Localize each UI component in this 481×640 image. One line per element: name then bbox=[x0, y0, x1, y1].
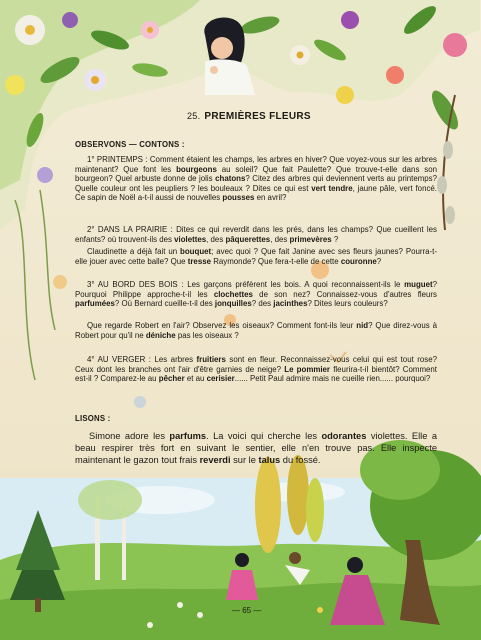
flower-icon bbox=[84, 69, 106, 91]
page-number: — 65 — bbox=[232, 606, 262, 615]
keyword: déniche bbox=[145, 330, 176, 340]
text-run: ...... Petit Paul admire mais ne cueille rien...... pourquoi? bbox=[234, 374, 431, 384]
lesson-number: 25. bbox=[187, 111, 201, 121]
keyword: parfumées bbox=[75, 299, 115, 309]
text-run: pas les oiseaux ? bbox=[175, 330, 239, 340]
text-run: ? des bbox=[251, 299, 274, 309]
text-run: ? Que direz-vous à Robert pour qu'il ne bbox=[75, 321, 437, 340]
flower-icon bbox=[341, 11, 359, 29]
text-run: sont en fleur. Reconnaissez-vous celui qui est tout rose? Ceux dont les branches ont l'air d'être garnies de neige? bbox=[75, 355, 437, 374]
keyword: cerisier bbox=[206, 374, 235, 384]
section-2b bbox=[75, 247, 437, 266]
text-run: ? Dites leurs couleurs? bbox=[307, 299, 388, 309]
keyword: reverdi bbox=[199, 455, 231, 465]
flower-icon bbox=[15, 15, 45, 45]
section-3 bbox=[75, 280, 437, 309]
keyword: tresse bbox=[187, 256, 211, 266]
text-run: ? bbox=[376, 256, 382, 266]
flower-icon bbox=[336, 86, 354, 104]
text-run: ? Où Bernard cueille-t-il des bbox=[114, 299, 215, 309]
text-run: Claudinette a déjà fait un bbox=[87, 247, 181, 256]
keyword: Le pommier bbox=[284, 364, 331, 374]
flower-icon bbox=[443, 33, 467, 57]
text-run: ; avec quoi ? Que fait Janine avec ses fleurs jaunes? Pourra-t-elle jouer avec cette balle? Que bbox=[75, 247, 437, 266]
keyword: chatons bbox=[215, 174, 246, 184]
text-run: , jaune pâle, vert foncé. Ce sapin de Noël a-t-il aussi de nouvelles bbox=[75, 183, 437, 203]
flower-icon bbox=[5, 75, 25, 95]
section-lead: 2° DANS LA PRAIRIE : bbox=[87, 225, 177, 234]
text-run: en avril? bbox=[254, 193, 287, 203]
keyword: pousses bbox=[222, 193, 255, 203]
text-run: Les arbres bbox=[154, 355, 197, 364]
keyword: fruitiers bbox=[196, 355, 226, 364]
text-run: Comment étaient les champs, les arbres en hiver? Que voyez-vous sur les arbres maintenant? Que font les bbox=[75, 155, 437, 174]
keyword: pâquerettes bbox=[225, 234, 271, 244]
text-run: Raymonde? Que fera-t-elle de cette bbox=[211, 256, 341, 266]
text-run: ? Pourquoi Philippe approche-t-il les bbox=[75, 280, 437, 299]
text-run: du fossé. bbox=[280, 455, 321, 465]
section-lead: 3° AU BORD DES BOIS : bbox=[87, 280, 188, 289]
section-4 bbox=[75, 355, 437, 384]
keyword: primevères bbox=[289, 234, 332, 244]
keyword: jonquilles bbox=[214, 299, 252, 309]
flower-icon bbox=[290, 45, 310, 65]
observons-heading: OBSERVONS — CONTONS : bbox=[75, 140, 185, 149]
text-run: , des bbox=[270, 234, 290, 244]
keyword: muguet bbox=[404, 280, 433, 289]
flower-icon bbox=[37, 167, 53, 183]
text-run: Que regarde Robert en l'air? Observez les oiseaux? Comment font-ils leur bbox=[87, 321, 357, 330]
keyword: vert tendre bbox=[311, 183, 353, 193]
section-2 bbox=[75, 225, 437, 244]
text-run: ? Citez des arbres qui deviennent verts au printemps? Quelle couleur ont les peupliers ? les bouleaux ? Dites ce qui est bbox=[75, 174, 438, 193]
section-3b bbox=[75, 321, 437, 340]
keyword: odorantes bbox=[321, 431, 367, 441]
text-run: fleurira-t-il bientôt? Comment est-il ? Comparez-le au bbox=[75, 364, 437, 384]
keyword: clochettes bbox=[213, 289, 253, 299]
keyword: pêcher bbox=[158, 374, 185, 384]
keyword: parfums bbox=[169, 431, 207, 441]
keyword: jacinthes bbox=[273, 299, 308, 309]
text-run: ? bbox=[331, 234, 339, 244]
text-run: . La voici qui cherche les bbox=[206, 431, 322, 441]
text-run: Les garçons préfèrent les bois. A quoi reconnaissent-ils le bbox=[187, 280, 405, 289]
keyword: bouquet bbox=[180, 247, 212, 256]
section-lead: 1° PRINTEMPS : bbox=[87, 155, 150, 164]
lesson-title-text: PREMIÈRES FLEURS bbox=[204, 111, 311, 122]
text-run: au soleil? Que fait Paulette? Que trouve-t-elle dans son bourgeon? Quel arbuste donne de jolis bbox=[75, 164, 437, 184]
text-run: violettes. Elle a beau respirer très fort en suivant le sentier, elle n'en trouve pas. Elle inspecte maintenant le gazon tout frais bbox=[75, 431, 437, 465]
text-run: de son nez? Connaissez-vous d'autres fleurs bbox=[252, 289, 437, 299]
text-run: Dites ce qui reverdit dans les prés, dans les champs? Que cueillent les enfants? où trouvent-ils des bbox=[75, 225, 437, 244]
keyword: talus bbox=[258, 455, 281, 465]
text-run: et au bbox=[184, 374, 207, 384]
lisons-heading: LISONS : bbox=[75, 414, 111, 423]
text-run: Simone adore les bbox=[89, 431, 170, 441]
lisons-paragraph bbox=[75, 430, 437, 466]
text-run: sur le bbox=[230, 455, 259, 465]
keyword: nid bbox=[356, 321, 369, 330]
keyword: violettes bbox=[174, 234, 207, 244]
text-run: , des bbox=[206, 234, 226, 244]
keyword: couronne bbox=[340, 256, 377, 266]
keyword: bourgeons bbox=[176, 164, 217, 174]
flower-icon bbox=[386, 66, 404, 84]
section-lead: 4° AU VERGER : bbox=[87, 355, 155, 364]
flower-icon bbox=[62, 12, 78, 28]
flower-icon bbox=[141, 21, 159, 39]
section-1 bbox=[75, 155, 437, 203]
lesson-title bbox=[187, 111, 311, 122]
